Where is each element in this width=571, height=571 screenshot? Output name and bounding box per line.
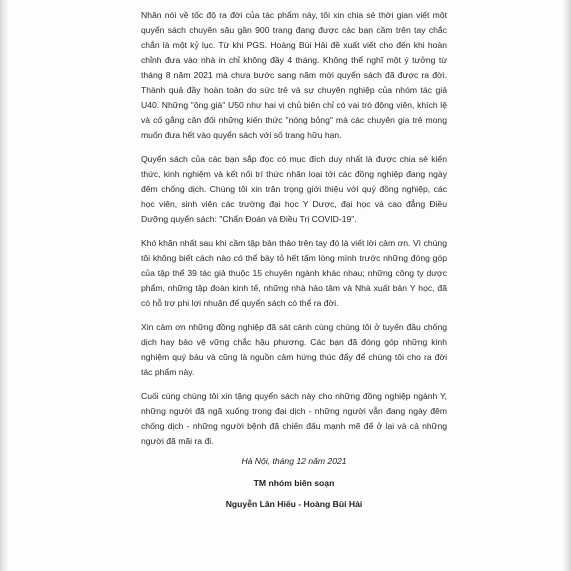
paragraph-dedication: Cuối cùng chúng tôi xin tặng quyển sách này cho những đồng nghiệp ngành Y, những người đã ngã xuống trong đại dịch - những người vẫn đang ngày đêm chống dịch - những người bệnh đã chiến đấu mạnh mẽ để ở lại và cả những người đã mãi ra đi. [141, 391, 447, 446]
signature-authors: Nguyễn Lân Hiếu - Hoàng Bùi Hải [225, 499, 363, 509]
paragraph-speed-of-writing: Nhân nói về tốc độ ra đời của tác phẩm này, tôi xin chia sẻ thời gian viết một quyển sách chuyên sâu gần 900 trang đang được các bạn cầm trên tay chắc chắn là một kỷ lục. Từ khi PGS. Hoàng Bùi Hải đề xuất viết cho đến khi hoàn chỉnh đưa vào nhà in chỉ không đầy 4 tháng. Không thể nghĩ một ý tưởng từ tháng 8 năm 2021 mà chưa bước sang năm mới quyển sách đã được ra đời. Thành quả đầy hoàn toàn do sức trẻ và sự chuyên nghiệp của nhóm tác giả U40. Những "ông già" U50 như hai vị chủ biên chỉ có vai trò động viên, khích lệ và cố gắng cân đối những kiến thức "nóng bỏng" mà các chuyên gia trẻ mong muốn đưa hết vào quyển sách với số trang hữu hạn. [141, 10, 447, 140]
preface-body [141, 8, 447, 458]
paragraph-thanks-colleagues: Xin cảm ơn những đồng nghiệp đã sát cánh cùng chúng tôi ở tuyến đầu chống dịch hay bảo vệ vững chắc hậu phương. Các bạn đã đóng góp những kinh nghiệm quý báu và cũng là nguồn cảm hứng thúc đẩy để chúng tôi cho ra đời tác phẩm này. [141, 322, 447, 377]
place-date: Hà Nội, tháng 12 năm 2021 [241, 456, 347, 466]
paragraph-purpose: Quyển sách của các bạn sắp đọc có mục đích duy nhất là được chia sẻ kiến thức, kinh nghiệm và kết nối trí thức nhân loại tới các đồng nghiệp đang ngày đêm chống dịch. Chúng tôi xin trân trọng giới thiệu với quý đồng nghiệp, các học viên, sinh viên các trường đại học Y Dược, đại học và cao đẳng Điều Dưỡng quyển sách: "Chẩn Đoán và Điều Trị COVID-19". [141, 154, 447, 224]
paragraph-acknowledgements: Khó khăn nhất sau khi cầm tập bản thảo trên tay đó là viết lời cảm ơn. Vì chúng tôi không biết cách nào có thể bày tỏ hết tấm lòng mình trước những đóng góp của tập thể 39 tác giả thuộc 15 chuyên ngành khác nhau; những công ty dược phẩm, những tập đoàn kinh tế, những nhà hảo tâm và Nhà xuất bản Y học, đã có hỗ trợ phi lợi nhuận để quyển sách có thể ra đời. [141, 238, 447, 308]
signature-group: TM nhóm biên soạn [253, 478, 335, 488]
